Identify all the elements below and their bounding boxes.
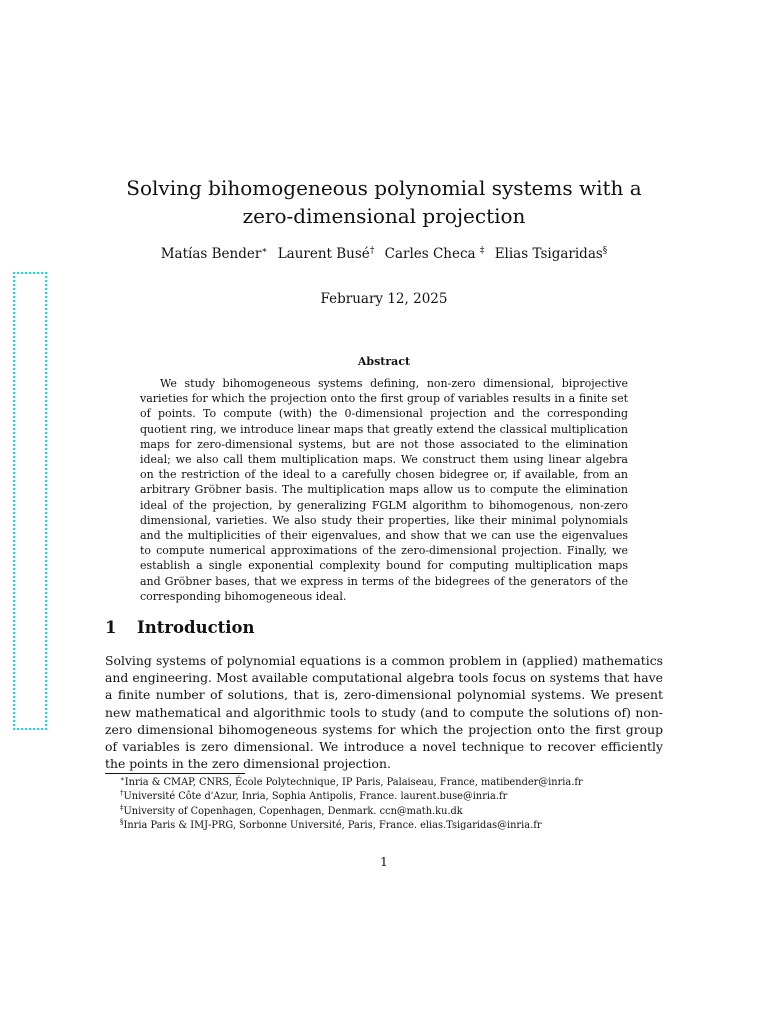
abstract-text: We study bihomogeneous systems defining, non-zero dimensional, biprojective varieties for which the projection onto the first group of variables results in a finite set of points. To compute (with) the 0-dimensional projection and the corresponding quotient ring, we introduce linear maps that greatly extend the classical multiplication maps for zero-dimensional systems, but are not those associated to the elimination ideal; we also call them multiplication maps. We construct them using linear algebra on the restriction of the ideal to a carefully chosen bidegree or, if available, from an arbitrary Gröbner basis. The multiplication maps allow us to compute the elimination ideal of the projection, by generalizing FGLM algorithm to bihomogenous, non-zero dimensional, varieties. We also study their properties, like their minimal polynomials and the multiplicities of their eigenvalues, and show that we can use the eigenvalues to compute numerical approximations of the zero-dimensional projection. Finally, we establish a single exponential complexity bound for computing multiplication maps and Gröbner bases, that we express in terms of the bidegrees of the generators of the corresponding bihomogeneous ideal. (140, 377, 628, 603)
footnote-text: University of Copenhagen, Copenhagen, Denmark. ccn@math.ku.dk (123, 805, 463, 817)
footnotes (105, 776, 665, 834)
author-name: Elias Tsigaridas (494, 246, 603, 262)
title-line-2: zero-dimensional projection (242, 204, 526, 228)
footnote-mark[interactable]: ∗ (261, 246, 268, 256)
author-1 (161, 246, 268, 262)
footnote-rule (105, 773, 245, 774)
footnote-mark: § (120, 818, 124, 827)
author-name: Carles Checa (384, 246, 476, 262)
footnote-3 (120, 805, 665, 819)
author-2 (278, 246, 375, 262)
footnote-mark[interactable]: † (369, 246, 375, 256)
abstract-heading: Abstract (357, 355, 411, 368)
footnote-mark: ‡ (120, 803, 124, 812)
footnote-text: Université Côte d'Azur, Inria, Sophia Antipolis, France. laurent.buse@inria.fr (123, 791, 508, 803)
section-title: Introduction (137, 618, 255, 637)
footnote-mark[interactable]: § (602, 246, 608, 256)
section-number: 1 (105, 618, 117, 637)
hyperlink-box[interactable] (13, 272, 47, 730)
author-name: Matías Bender (160, 246, 262, 262)
introduction-paragraph: Solving systems of polynomial equations is a common problem in (applied) mathematics and engineering. Most available computational algebra tools focus on systems that have a finite number of solutions, that is, zero-dimensional polynomial systems. We present new mathematical and algorithmic tools to study (and to compute the solutions of) non-zero dimensional bihomogeneous systems for which the projection onto the first group of variables is zero dimensional. We introduce a novel technique to recover efficiently the points in the zero dimensional projection. (105, 653, 663, 772)
footnote-2 (120, 790, 665, 804)
paper-title (120, 174, 648, 230)
page-number: 1 (380, 854, 388, 869)
footnote-mark: ∗ (120, 775, 125, 783)
footnote-mark[interactable]: ‡ (479, 246, 485, 256)
footnote-4 (120, 819, 665, 833)
author-3 (385, 246, 485, 262)
footnote-1 (120, 776, 665, 790)
footnote-mark: † (120, 789, 124, 798)
author-4 (495, 246, 608, 262)
author-name: Laurent Busé (277, 246, 370, 262)
title-line-1: Solving bihomogeneous polynomial systems with a (126, 176, 642, 200)
section-heading (105, 616, 255, 640)
footnote-text: Inria & CMAP, CNRS, École Polytechnique, IP Paris, Palaiseau, France, matibender@inria.fr (124, 777, 583, 788)
author-list (100, 244, 668, 264)
footnote-text: Inria Paris & IMJ-PRG, Sorbonne Université, Paris, France. elias.Tsigaridas@inria.fr (123, 820, 542, 832)
paper-date: February 12, 2025 (320, 291, 448, 307)
